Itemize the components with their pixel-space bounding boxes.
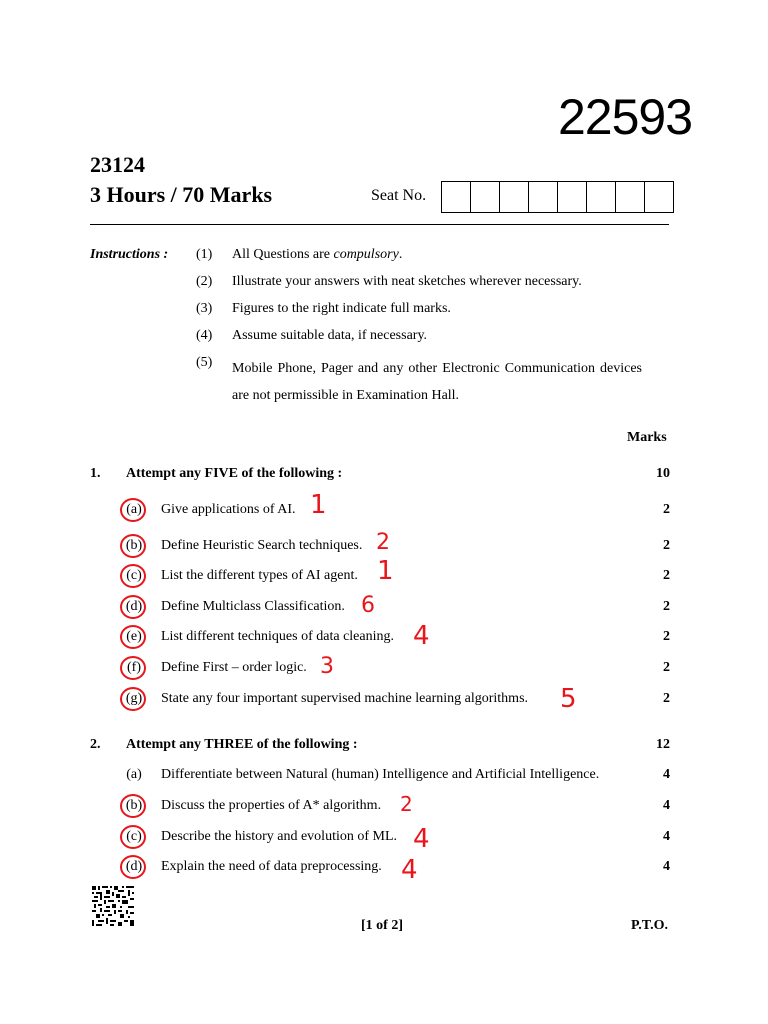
part-marks: 4: [663, 798, 670, 813]
header-divider: [90, 224, 669, 225]
part-label: (g): [125, 691, 143, 706]
part-label: (d): [125, 859, 143, 874]
question-title: Attempt any THREE of the following :: [126, 737, 358, 752]
part-text: Explain the need of data preprocessing.: [161, 859, 382, 874]
handwritten-annotation: 4: [401, 855, 418, 885]
handwritten-annotation: 4: [413, 621, 430, 651]
paper-code: 22593: [558, 89, 693, 145]
question-number: 1.: [90, 466, 101, 481]
instruction-number: (5): [196, 355, 213, 370]
marks-column-header: Marks: [627, 430, 667, 445]
handwritten-annotation: 6: [361, 593, 375, 618]
part-label: (a): [126, 767, 142, 782]
part-text: State any four important supervised machine learning algorithms.: [161, 691, 529, 706]
handwritten-annotation: 2: [400, 792, 413, 816]
part-text: Give applications of AI.: [161, 502, 296, 517]
handwritten-annotation: 1: [377, 556, 394, 586]
part-marks: 2: [663, 660, 670, 675]
seat-box[interactable]: [587, 182, 616, 212]
part-text: Differentiate between Natural (human) Intelligence and Artificial Intelligence.: [161, 767, 600, 782]
instruction-number: (4): [196, 328, 213, 343]
part-label: (d): [125, 599, 143, 614]
part-text: Describe the history and evolution of ML.: [161, 829, 398, 844]
handwritten-annotation: 1: [310, 490, 327, 520]
exam-code: 23124: [90, 152, 145, 177]
instruction-text: Figures to the right indicate full marks.: [232, 301, 451, 316]
duration-marks: 3 Hours / 70 Marks: [90, 182, 273, 207]
part-label: (f): [127, 660, 141, 675]
seat-box[interactable]: [471, 182, 500, 212]
part-marks: 4: [663, 859, 670, 874]
question-marks: 12: [656, 737, 670, 752]
instruction-number: (1): [196, 247, 213, 262]
part-marks: 2: [663, 538, 670, 553]
part-marks: 2: [663, 629, 670, 644]
instruction-text: Illustrate your answers with neat sketches wherever necessary.: [232, 274, 582, 289]
seat-box[interactable]: [558, 182, 587, 212]
seat-box[interactable]: [645, 182, 673, 212]
part-marks: 4: [663, 829, 670, 844]
part-marks: 2: [663, 502, 670, 517]
part-marks: 2: [663, 568, 670, 583]
part-label: (a): [126, 502, 142, 517]
part-marks: 2: [663, 691, 670, 706]
part-text: List the different types of AI agent.: [161, 568, 358, 583]
seat-box[interactable]: [529, 182, 558, 212]
handwritten-annotation: 5: [560, 684, 577, 714]
seat-box[interactable]: [442, 182, 471, 212]
seat-box[interactable]: [500, 182, 529, 212]
question-marks: 10: [656, 466, 670, 481]
part-label: (c): [126, 568, 142, 583]
instruction-number: (3): [196, 301, 213, 316]
handwritten-annotation: 4: [413, 824, 430, 854]
instruction-number: (2): [196, 274, 213, 289]
instruction-text: Mobile Phone, Pager and any other Electronic Communication devices are not permissible in Examination Hall.: [232, 361, 642, 403]
instruction-text: Assume suitable data, if necessary.: [232, 328, 428, 343]
part-marks: 2: [663, 599, 670, 614]
question-title: Attempt any FIVE of the following :: [126, 466, 343, 481]
seat-box[interactable]: [616, 182, 645, 212]
part-marks: 4: [663, 767, 670, 782]
part-text: Define First – order logic.: [161, 660, 307, 675]
seat-number-boxes[interactable]: [441, 181, 674, 213]
part-label: (b): [125, 798, 143, 813]
page-number: [1 of 2]: [361, 918, 403, 933]
instruction-text: All Questions are compulsory.: [232, 247, 403, 262]
part-text: Define Multiclass Classification.: [161, 599, 345, 614]
part-text: List different techniques of data cleaning.: [161, 629, 394, 644]
question-number: 2.: [90, 737, 101, 752]
handwritten-annotation: 2: [376, 530, 390, 555]
part-text: Discuss the properties of A* algorithm.: [161, 798, 382, 813]
part-text: Define Heuristic Search techniques.: [161, 538, 363, 553]
seat-label: Seat No.: [371, 187, 427, 204]
instructions-label: Instructions :: [90, 247, 169, 262]
handwritten-annotation: 3: [320, 654, 334, 679]
part-label: (c): [126, 829, 142, 844]
pto-label: P.T.O.: [631, 918, 668, 933]
part-label: (e): [126, 629, 142, 644]
qr-code-icon: [92, 886, 134, 926]
part-label: (b): [125, 538, 143, 553]
